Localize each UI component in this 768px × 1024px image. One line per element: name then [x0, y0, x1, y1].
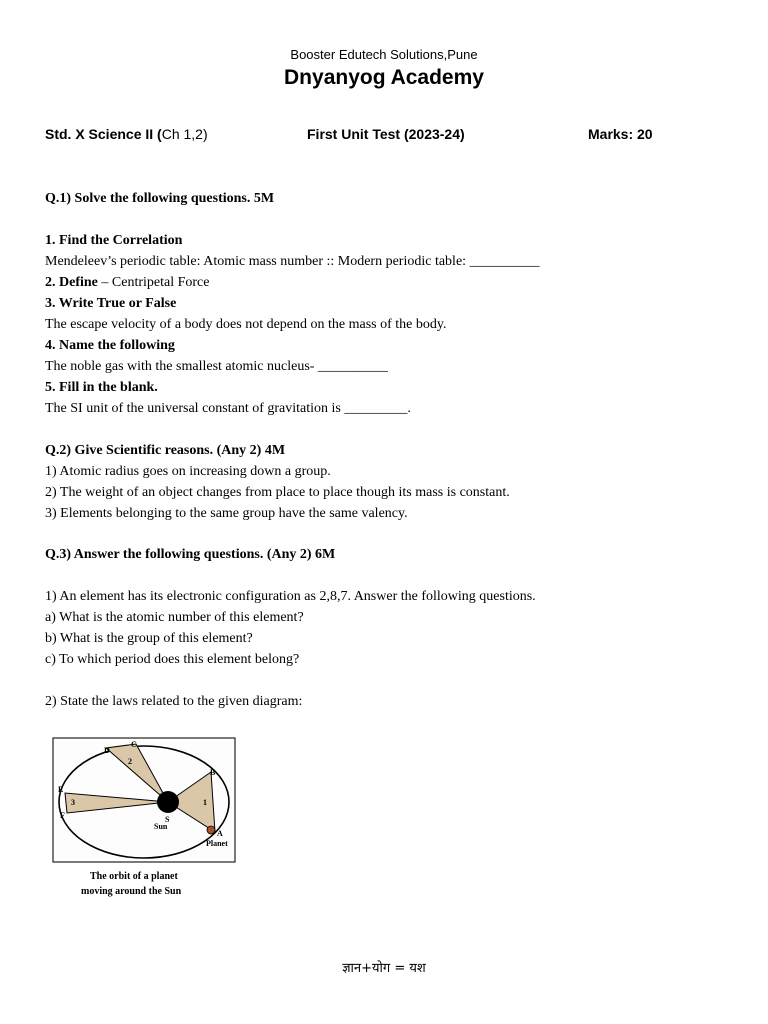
q1-item5-text: The SI unit of the universal constant of gravitation is _________. [45, 401, 411, 416]
label-area-3: 3 [71, 798, 75, 807]
q1-item2-title: 2. Define [45, 275, 98, 290]
q3-item1a: a) What is the atomic number of this element? [45, 610, 304, 625]
q3-item2: 2) State the laws related to the given diagram: [45, 694, 303, 709]
publisher-name: Booster Edutech Solutions,Pune [290, 47, 478, 62]
planet-icon [207, 826, 215, 834]
academy-title: Dnyanyog Academy [284, 66, 484, 89]
sun-icon [157, 791, 179, 813]
label-F: F [60, 811, 65, 820]
q2-heading: Q.2) Give Scientific reasons. (Any 2) 4M [45, 443, 286, 458]
label-area-2: 2 [128, 757, 132, 766]
q3-item1b: b) What is the group of this element? [45, 631, 253, 646]
chapters: Ch 1,2) [161, 126, 208, 142]
standard-label [45, 126, 208, 142]
q3-heading: Q.3) Answer the following questions. (Any 2) 6M [45, 547, 336, 562]
q2-item2: 2) The weight of an object changes from place to place though its mass is constant. [45, 485, 510, 500]
q1-item4-title: 4. Name the following [45, 338, 175, 353]
label-B: B [210, 768, 216, 777]
q1-item3-text: The escape velocity of a body does not depend on the mass of the body. [45, 317, 447, 332]
footer-motto: ज्ञान+योग = यश [342, 961, 426, 976]
q1-item3-title: 3. Write True or False [45, 296, 177, 311]
label-S: S [165, 815, 170, 824]
planet-orbit-diagram [45, 732, 245, 902]
label-sun: Sun [154, 822, 168, 831]
label-C: C [131, 740, 137, 749]
q1-heading: Q.1) Solve the following questions. 5M [45, 191, 275, 206]
label-area-1: 1 [203, 798, 207, 807]
standard-bold: Std. X Science II ( [45, 126, 162, 142]
q1-item4-text: The noble gas with the smallest atomic nucleus- __________ [45, 359, 388, 374]
q1-item1-text: Mendeleev’s periodic table: Atomic mass number :: Modern periodic table: __________ [45, 254, 540, 269]
caption-line-2: moving around the Sun [81, 886, 182, 897]
caption-line-1: The orbit of a planet [90, 871, 178, 882]
label-A: A [217, 829, 223, 838]
label-E: E [58, 785, 64, 794]
q1-item2-text: – Centripetal Force [97, 275, 210, 290]
q2-item3: 3) Elements belonging to the same group have the same valency. [45, 506, 408, 521]
q3-item1: 1) An element has its electronic configuration as 2,8,7. Answer the following questions. [45, 589, 536, 604]
test-name: First Unit Test (2023-24) [307, 126, 465, 142]
label-D: D [104, 746, 110, 755]
q1-item2 [45, 273, 209, 293]
q1-item5-title: 5. Fill in the blank. [45, 380, 158, 395]
q2-item1: 1) Atomic radius goes on increasing down a group. [45, 464, 331, 479]
q1-item1-title: 1. Find the Correlation [45, 233, 183, 248]
label-planet: Planet [206, 839, 228, 848]
marks-label: Marks: 20 [588, 126, 653, 142]
q3-item1c: c) To which period does this element belong? [45, 652, 300, 667]
